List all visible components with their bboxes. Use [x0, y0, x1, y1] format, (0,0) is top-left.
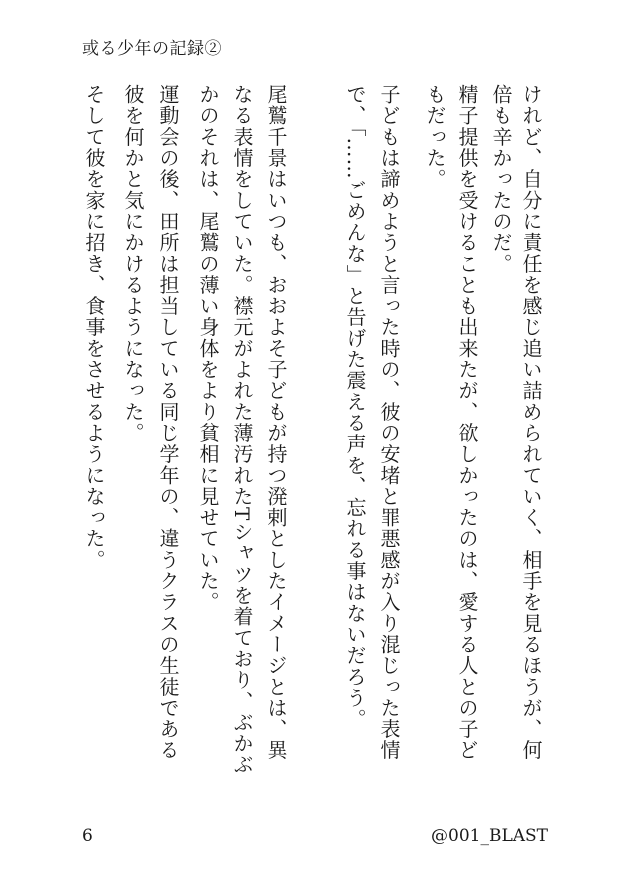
text-line: 精子提供を受けることも出来たが、欲しかったのは、愛する人との子ど: [455, 84, 479, 761]
text-line: 尾鷲千景はいつも、おおよそ子どもが持つ溌剌としたイメージとは、異: [264, 84, 288, 761]
page-number: 6: [82, 826, 93, 846]
text-line: 倍も辛かったのだ。: [489, 84, 513, 275]
text-line: けれど、自分に責任を感じ追い詰められていく、相手を見るほうが、何: [519, 84, 543, 761]
text-line: で、「……ごめんな」と告げた震える声を、忘れる事はないだろう。: [343, 84, 367, 730]
book-header-title: 或る少年の記録②: [82, 39, 222, 59]
text-line: かのそれは、尾鷲の薄い身体をより貧相に見せていた。: [196, 84, 220, 613]
text-line: 運動会の後、田所は担当している同じ学年の、違うクラスの生徒である: [156, 84, 180, 761]
text-line: 子どもは諦めようと言った時の、彼の安堵と罪悪感が入り混じった表情: [377, 84, 401, 761]
body-text: [0, 84, 560, 804]
text-line: 彼を何かと気にかけるようになった。: [121, 84, 145, 444]
text-line: そして彼を家に招き、食事をさせるようになった。: [82, 84, 106, 571]
author-handle: @001_BLAST: [431, 826, 548, 846]
text-line: もだった。: [423, 84, 447, 190]
text-line: なる表情をしていた。襟元がよれた薄汚れたTシャツを着ており、ぶかぶ: [230, 84, 254, 776]
